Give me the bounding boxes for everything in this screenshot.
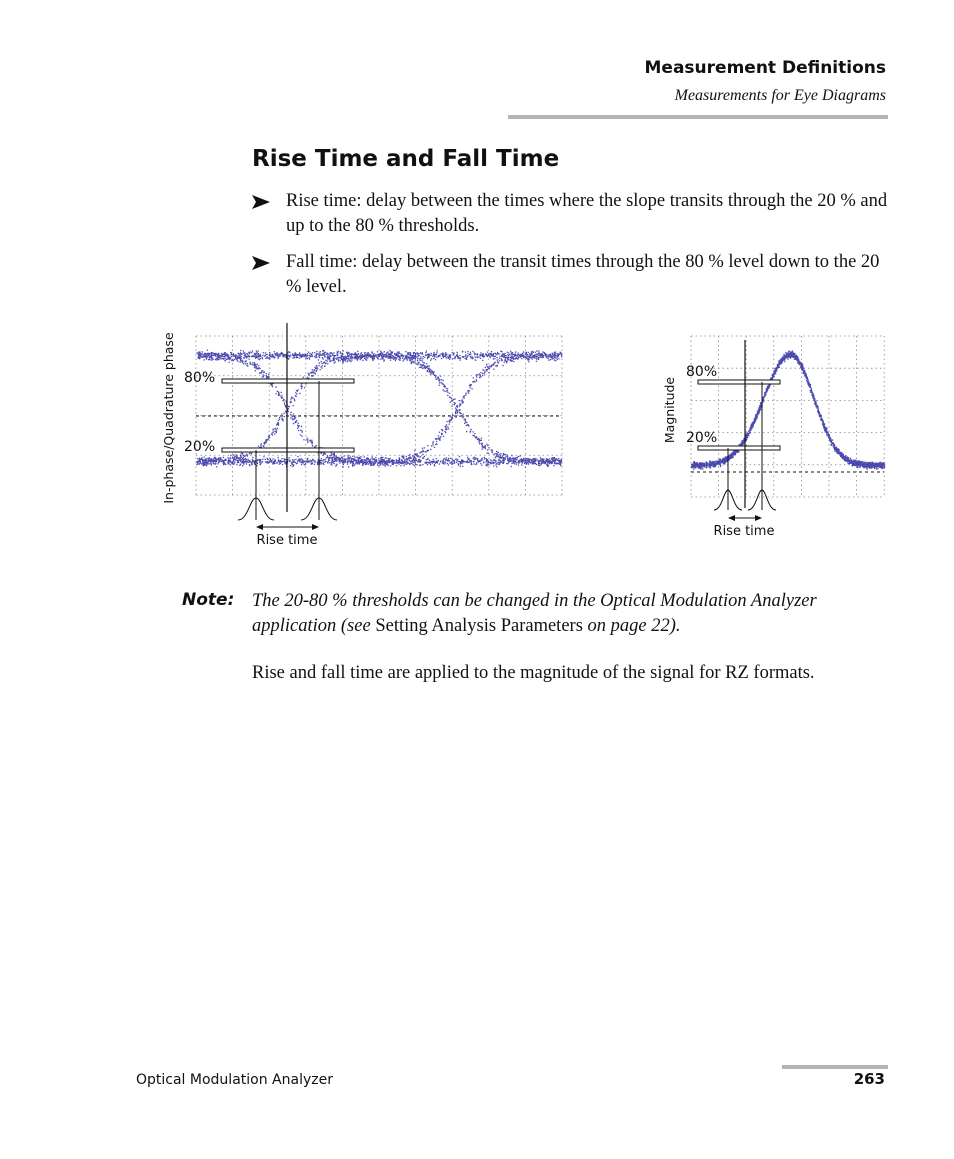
body-paragraph: Rise and fall time are applied to the magnitude of the signal for RZ formats. xyxy=(252,663,815,683)
magnitude-caption: Rise time xyxy=(713,524,775,539)
magnitude-threshold-80-bar xyxy=(698,380,780,384)
running-header-title: Measurement Definitions xyxy=(644,58,886,78)
eye-threshold-80-bar xyxy=(222,379,354,383)
section-title: Rise Time and Fall Time xyxy=(252,146,560,172)
magnitude-trace xyxy=(691,351,885,471)
note-label: Note: xyxy=(182,590,235,610)
eye-rise-arrowhead-right xyxy=(312,524,319,530)
eye-rise-arrowhead-left xyxy=(256,524,263,530)
bullet-fall-time xyxy=(252,250,892,300)
magnitude-grid xyxy=(691,336,884,497)
note-text-before: The 20-80 % thresholds can be changed in the Optical Modulation Analyzer application (see xyxy=(252,591,817,636)
magnitude-label-80: 80% xyxy=(686,364,718,380)
page-number: 263 xyxy=(853,1070,885,1088)
note-text-after: on page 22). xyxy=(582,616,681,636)
magnitude-diagram xyxy=(662,336,885,539)
footer-rule xyxy=(782,1065,888,1069)
note-cross-reference-link[interactable]: Setting Analysis Parameters xyxy=(375,616,583,636)
bullet-text: Fall time: delay between the transit times through the 80 % level down to the 20 % level. xyxy=(286,252,880,297)
rise-time-figure xyxy=(150,310,900,560)
eye-threshold-20-bar xyxy=(222,448,354,452)
bullet-arrow-icon xyxy=(252,256,270,270)
bullet-rise-time xyxy=(252,189,892,239)
magnitude-label-20: 20% xyxy=(686,430,718,446)
magnitude-threshold-20-bar xyxy=(698,446,780,450)
magnitude-rise-arrowhead-left xyxy=(728,515,735,521)
eye-y-label: In-phase/Quadrature phase xyxy=(161,332,176,504)
eye-label-20: 20% xyxy=(184,439,216,455)
bullet-arrow-icon xyxy=(252,195,270,209)
eye-diagram xyxy=(161,323,562,548)
eye-caption: Rise time xyxy=(256,533,318,548)
running-header-subtitle: Measurements for Eye Diagrams xyxy=(674,87,886,104)
header-rule xyxy=(508,115,888,119)
eye-label-80: 80% xyxy=(184,370,216,386)
bullet-text: Rise time: delay between the times where the slope transits through the 20 % and up to the 80 % thresholds. xyxy=(286,191,888,236)
magnitude-rise-arrowhead-right xyxy=(755,515,762,521)
magnitude-y-label: Magnitude xyxy=(662,376,677,444)
footer-product-name: Optical Modulation Analyzer xyxy=(136,1072,333,1088)
note-body xyxy=(252,589,892,639)
